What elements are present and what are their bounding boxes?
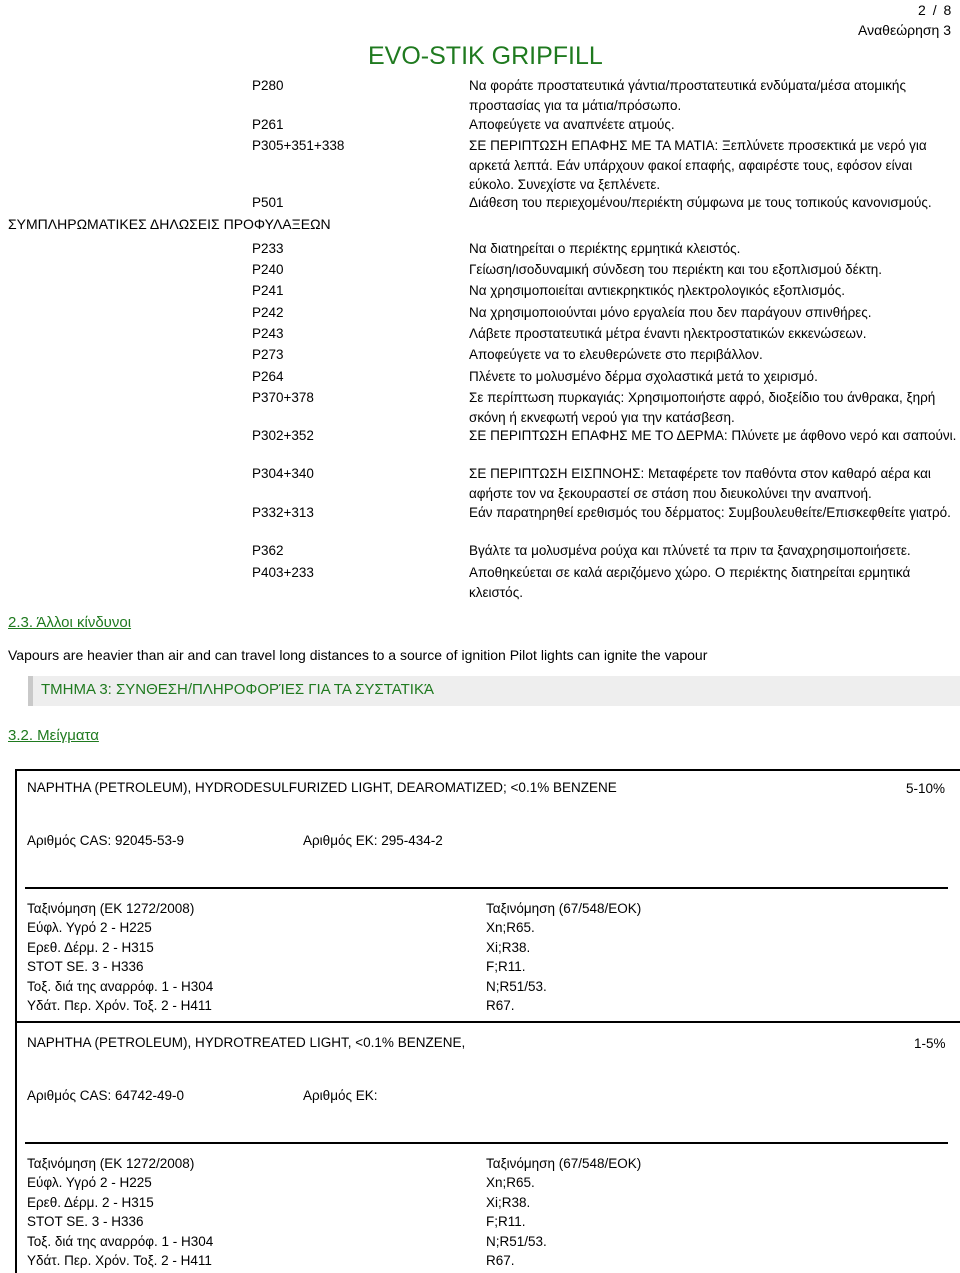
clp-item: Τοξ. διά της αναρρόφ. 1 - H304 bbox=[27, 978, 214, 994]
dsd-title: Ταξινόμηση (67/548/ΕΟΚ) bbox=[486, 901, 642, 916]
page-number bbox=[918, 2, 951, 18]
dsd-item: N;R51/53. bbox=[486, 978, 547, 994]
precaution-code: P370+378 bbox=[252, 390, 314, 405]
precaution-text: Γείωση/ισοδυναμική σύνδεση του περιέκτη και του εξοπλισμού δέκτη. bbox=[469, 262, 883, 277]
precaution-code: P241 bbox=[252, 283, 284, 298]
dsd-title: Ταξινόμηση (67/548/ΕΟΚ) bbox=[486, 1156, 642, 1171]
component-divider bbox=[25, 887, 948, 889]
precaution-code: P233 bbox=[252, 241, 284, 256]
clp-item: Ερεθ. Δέρμ. 2 - H315 bbox=[27, 1194, 154, 1210]
product-title: EVO-STIK GRIPFILL bbox=[368, 42, 603, 70]
dsd-list bbox=[486, 1173, 547, 1271]
precaution-code: P261 bbox=[252, 117, 284, 132]
mixtures-heading: 3.2. Μείγματα bbox=[8, 727, 99, 744]
revision-label: Αναθεώρηση 3 bbox=[858, 22, 951, 38]
page-total: 8 bbox=[943, 2, 952, 18]
dsd-item: R67. bbox=[486, 998, 515, 1013]
precaution-text: Σε περίπτωση πυρκαγιάς: Χρησιμοποιήστε αφρό, διοξείδιο του άνθρακα, ξηρή σκόνη ή εκνεφωτή νερού για την κατάσβεση. bbox=[469, 390, 936, 425]
precaution-code: P304+340 bbox=[252, 466, 314, 481]
dsd-item: F;R11. bbox=[486, 959, 526, 974]
precaution-text: ΣΕ ΠΕΡΙΠΤΩΣΗ ΕΙΣΠΝΟΗΣ: Μεταφέρετε τον παθόντα στον καθαρό αέρα και αφήστε τον να ξεκουραστεί σε στάση που διευκολύνει την αναπνοή. bbox=[469, 466, 931, 501]
dsd-item: Xi;R38. bbox=[486, 1194, 531, 1210]
precaution-code: P243 bbox=[252, 326, 284, 341]
component-divider bbox=[25, 1142, 948, 1144]
precaution-code: P273 bbox=[252, 347, 284, 362]
supplementary-label: ΣΥΜΠΛΗΡΩΜΑΤΙΚΕΣ ΔΗΛΩΣΕΙΣ ΠΡΟΦΥΛΑΞΕΩΝ bbox=[8, 216, 331, 232]
precaution-text: Να χρησιμοποιούνται μόνο εργαλεία που δεν παράγουν σπινθήρες. bbox=[469, 305, 872, 320]
clp-item: Εύφλ. Υγρό 2 - H225 bbox=[27, 920, 152, 935]
component-percent: 5-10% bbox=[906, 781, 946, 796]
cas-number: Αριθμός CAS: 64742-49-0 bbox=[27, 1088, 185, 1103]
clp-title: Ταξινόμηση (ΕΚ 1272/2008) bbox=[27, 901, 195, 916]
precaution-code: P280 bbox=[252, 78, 284, 93]
precaution-text: Βγάλτε τα μολυσμένα ρούχα και πλύνετέ τα πριν τα ξαναχρησιμοποιήσετε. bbox=[469, 543, 911, 558]
precaution-code: P242 bbox=[252, 305, 284, 320]
precaution-text: Αποφεύγετε να αναπνέετε ατμούς. bbox=[469, 117, 675, 132]
clp-list bbox=[27, 918, 213, 1016]
section-3-header bbox=[28, 676, 960, 706]
precaution-code: P305+351+338 bbox=[252, 138, 345, 153]
clp-list bbox=[27, 1173, 213, 1271]
ec-number: Αριθμός ΕΚ: 295-434-2 bbox=[303, 833, 443, 848]
other-hazards-heading: 2.3. Άλλοι κίνδυνοι bbox=[8, 614, 132, 631]
precaution-text: ΣΕ ΠΕΡΙΠΤΩΣΗ ΕΠΑΦΗΣ ΜΕ ΤΑ ΜΑΤΙΑ: Ξεπλύνετε προσεκτικά με νερό για αρκετά λεπτά. Εάν υπάρχουν φακοί επαφής, αφαιρέστε τους, εφόσον είναι εύκολο. Συνεχίστε να ξεπλένετε. bbox=[469, 138, 927, 192]
precaution-text: Αποθηκεύεται σε καλά αεριζόμενο χώρο. Ο περιέκτης διατηρείται ερμητικά κλειστός. bbox=[469, 565, 911, 600]
precaution-text: Διάθεση του περιεχομένου/περιέκτη σύμφωνα με τους τοπικούς κανονισμούς. bbox=[469, 195, 932, 210]
precaution-text: Πλένετε το μολυσμένο δέρμα σχολαστικά μετά το χειρισμό. bbox=[469, 369, 818, 384]
component-name: NAPHTHA (PETROLEUM), HYDRODESULFURIZED LIGHT, DEAROMATIZED; <0.1% BENZENE bbox=[27, 780, 617, 795]
precaution-text: Να διατηρείται ο περιέκτης ερμητικά κλειστός. bbox=[469, 241, 741, 256]
clp-item: Εύφλ. Υγρό 2 - H225 bbox=[27, 1175, 152, 1190]
precaution-code: P362 bbox=[252, 543, 284, 558]
clp-item: STOT SE. 3 - H336 bbox=[27, 959, 144, 974]
clp-title: Ταξινόμηση (ΕΚ 1272/2008) bbox=[27, 1156, 195, 1171]
clp-item: Ερεθ. Δέρμ. 2 - H315 bbox=[27, 939, 154, 955]
clp-item: STOT SE. 3 - H336 bbox=[27, 1214, 144, 1229]
clp-item: Τοξ. διά της αναρρόφ. 1 - H304 bbox=[27, 1233, 214, 1249]
precaution-code: P501 bbox=[252, 195, 284, 210]
dsd-item: Xn;R65. bbox=[486, 1175, 535, 1190]
dsd-item: Xn;R65. bbox=[486, 920, 535, 935]
component-name: NAPHTHA (PETROLEUM), HYDROTREATED LIGHT, <0.1% BENZENE, bbox=[27, 1035, 466, 1050]
dsd-item: R67. bbox=[486, 1253, 515, 1268]
dsd-item: N;R51/53. bbox=[486, 1233, 547, 1249]
cas-number: Αριθμός CAS: 92045-53-9 bbox=[27, 833, 185, 848]
dsd-list bbox=[486, 918, 547, 1016]
clp-item: Υδάτ. Περ. Χρόν. Τοξ. 2 - H411 bbox=[27, 998, 212, 1013]
dsd-item: F;R11. bbox=[486, 1214, 526, 1229]
section-3-title: ΤΜΗΜΑ 3: ΣΥΝΘΕΣΗ/ΠΛΗΡΟΦΟΡΊΕΣ ΓΙΑ ΤΑ ΣΥΣΤΑΤΙΚΆ bbox=[41, 681, 434, 698]
precaution-text: Να χρησιμοποιείται αντιεκρηκτικός ηλεκτρολογικός εξοπλισμός. bbox=[469, 283, 846, 298]
component-percent: 1-5% bbox=[914, 1036, 946, 1051]
page-current: 2 bbox=[918, 2, 926, 18]
precaution-text: Αποφεύγετε να το ελευθερώνετε στο περιβάλλον. bbox=[469, 347, 763, 362]
precaution-text: Να φοράτε προστατευτικά γάντια/προστατευτικά ενδύματα/μέσα ατομικής προστασίας για τα μάτια/πρόσωπο. bbox=[469, 78, 906, 113]
precaution-code: P264 bbox=[252, 369, 284, 384]
ec-number: Αριθμός ΕΚ: bbox=[303, 1088, 378, 1103]
precaution-code: P403+233 bbox=[252, 565, 314, 580]
clp-item: Υδάτ. Περ. Χρόν. Τοξ. 2 - H411 bbox=[27, 1253, 212, 1268]
other-hazards-text: Vapours are heavier than air and can travel long distances to a source of ignition Pilot lights can ignite the vapour bbox=[8, 647, 708, 663]
dsd-item: Xi;R38. bbox=[486, 939, 531, 955]
precaution-code: P332+313 bbox=[252, 505, 314, 520]
precaution-code: P240 bbox=[252, 262, 284, 277]
precaution-text: Λάβετε προστατευτικά μέτρα έναντι ηλεκτροστατικών εκκενώσεων. bbox=[469, 326, 867, 341]
page-separator: / bbox=[932, 2, 937, 18]
precaution-text: Εάν παρατηρηθεί ερεθισμός του δέρματος: Συμβουλευθείτε/Επισκεφθείτε γιατρό. bbox=[469, 505, 951, 520]
precaution-text: ΣΕ ΠΕΡΙΠΤΩΣΗ ΕΠΑΦΗΣ ΜΕ ΤΟ ΔΕΡΜΑ: Πλύνετε με άφθονο νερό και σαπούνι. bbox=[469, 428, 957, 443]
precaution-code: P302+352 bbox=[252, 428, 314, 443]
